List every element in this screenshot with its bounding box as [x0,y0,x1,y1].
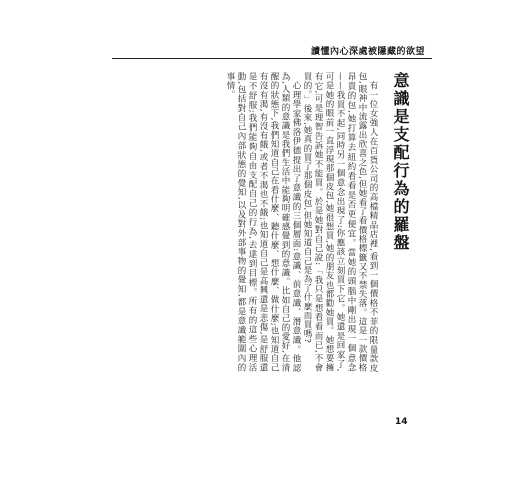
running-header: 讀懂內心深處被隱藏的欲望 [310,47,425,57]
paragraph-2: 心理學家佛洛伊德提出了意識的三個層面:意識、前意識、潛意識。他認為,人類的意識是我們生活中能夠明確感覺到的意識。比如自己的愛好,在清醒的狀態下,我們知道自己在看什麼、聽什麼、想什麼、做什麼;也知道自己有沒有渴,有沒有餓,或者不渴也不餓;也知道自己是高興還是悲傷,是舒服還是不舒服;我們能夠自由支配自己的行為,去達到目標。所有的這些心理活動,包括對自己內部狀態的覺知,以及對外部事物的覺知,都是意識範圍內的事情。 [225,72,301,372]
page-number: 14 [395,417,408,427]
section-title: 意識是支配行為的羅盤 [391,72,410,252]
header-rule [112,58,432,59]
vertical-body-text [112,72,378,372]
paragraph-1: 有一位女強人在百貨公司的高檔精品店裡,看到一個價格不菲的限量款皮包,眼神中流露出欣喜之色,但她看了看價格標籤又不禁失落。這是一款價格昂貴的包,她打算去紐約看看是否更便宜。當她的頭腦中剛出現一個意念——我買不起,同時另一個意念出現了:你應該立刻買下它。她還是回家了,可是她的眼前一直浮現那個皮包,她很想買,她的朋友也都勸她買。她想要擁有它,可是理智告訴她不能買。於是她對自己說:「我只是想看看而已,不會買的。」後來,她真的買了那個皮包,但她知道自己是為了什麼而買嗎? [302,72,378,372]
body-text-area [112,72,378,372]
